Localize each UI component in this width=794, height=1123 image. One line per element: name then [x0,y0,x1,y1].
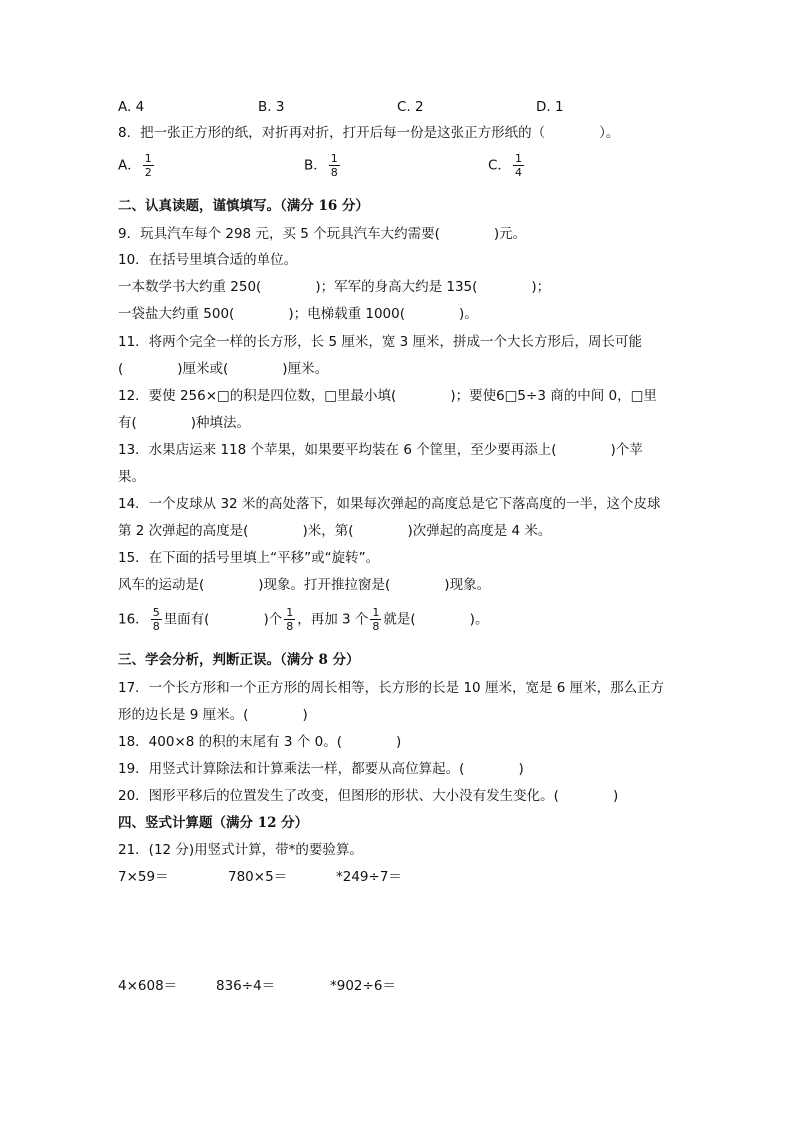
q14-line-2: 第 2 次弹起的高度是( )米，第( )次弹起的高度是 4 米。 [118,523,552,539]
fraction-numerator: 1 [514,152,522,165]
q8-option-c-fraction [513,152,524,179]
q8-option-c-label: C． [488,157,511,174]
q18-text: 18．400×8 的积的末尾有 3 个 0。( ) [118,734,402,750]
q8-option-b-fraction [329,152,340,179]
q19-text: 19．用竖式计算除法和计算乘法一样，都要从高位算起。( ) [118,761,524,777]
q14-line-1: 14．一个皮球从 32 米的高处落下，如果每次弹起的高度总是它下落高度的一半，这个皮球 [118,496,661,512]
q15-line-1: 15．在下面的括号里填上“平移”或“旋转”。 [118,550,380,566]
q12-line-1: 12．要使 256×□的积是四位数，□里最小填( )；要使6□5÷3 商的中间 0，□里 [118,388,657,404]
q15-line-2: 风车的运动是( )现象。打开推拉窗是( )现象。 [118,577,491,593]
q21-stem: 21．(12 分)用竖式计算，带*的要验算。 [118,842,363,858]
q8-option-b-label: B． [304,157,327,174]
q17-line-1: 17．一个长方形和一个正方形的周长相等，长方形的长是 10 厘米，宽是 6 厘米，那么正方 [118,680,665,696]
q16-fraction-2 [284,606,295,633]
fraction-denominator: 8 [286,620,294,633]
section-2-heading: 二、认真读题，谨慎填写。（满分 16 分） [118,198,369,214]
q11-line-2: ( )厘米或( )厘米。 [118,361,329,377]
q10-line-1: 一本数学书大约重 250( )；军军的身高大约是 135( )； [118,279,551,295]
q21-problem-4: 4×608＝ [118,978,178,994]
q8-option-b [304,152,342,179]
q13-line-1: 13．水果店运来 118 个苹果，如果要平均装在 6 个筐里，至少要再添上( )个苹 [118,442,643,458]
q10-line-2: 一袋盐大约重 500( )；电梯载重 1000( )。 [118,306,478,322]
q16-text-3: 就是( )。 [383,611,489,628]
q13-line-2: 果。 [118,469,145,485]
q8-option-c [488,152,526,179]
fraction-numerator: 1 [372,606,380,619]
fraction-numerator: 1 [330,152,338,165]
q16-line [118,606,488,633]
q16-prefix: 16． [118,611,149,628]
q21-problem-1: 7×59＝ [118,869,169,885]
q21-problem-5: 836÷4＝ [216,978,276,994]
q7-option-a: A. 4 [118,99,145,115]
q16-text-2: ，再加 3 个 [297,611,369,628]
q8-text: 8．把一张正方形的纸，对折再对折，打开后每一份是这张正方形纸的（ ）。 [118,125,620,141]
q16-fraction-3 [370,606,381,633]
q11-line-1: 11．将两个完全一样的长方形，长 5 厘米，宽 3 厘米，拼成一个大长方形后，周长可能 [118,334,643,350]
q20-text: 20．图形平移后的位置发生了改变，但图形的形状、大小没有发生变化。( ) [118,788,619,804]
q8-option-a [118,152,156,179]
q21-problem-3: *249÷7＝ [336,869,402,885]
q7-option-d: D. 1 [536,99,564,115]
fraction-numerator: 5 [152,606,160,619]
fraction-denominator: 8 [372,620,380,633]
section-3-heading: 三、学会分析，判断正误。（满分 8 分） [118,652,360,668]
fraction-denominator: 8 [330,166,338,179]
q7-option-b: B. 3 [258,99,285,115]
q12-line-2: 有( )种填法。 [118,415,251,431]
q7-option-c: C. 2 [397,99,424,115]
section-4-heading: 四、竖式计算题（满分 12 分） [118,815,309,831]
fraction-denominator: 2 [144,166,152,179]
fraction-denominator: 8 [152,620,160,633]
q17-line-2: 形的边长是 9 厘米。( ) [118,707,308,723]
q16-text-1: 里面有( )个 [163,611,283,628]
q21-problem-6: *902÷6＝ [330,978,396,994]
q8-option-a-fraction [143,152,154,179]
fraction-numerator: 1 [286,606,294,619]
q21-problem-2: 780×5＝ [228,869,288,885]
q16-fraction-1 [151,606,162,633]
q10-stem: 10．在括号里填合适的单位。 [118,252,298,268]
q8-option-a-label: A． [118,157,141,174]
q9-text: 9．玩具汽车每个 298 元，买 5 个玩具汽车大约需要( )元。 [118,226,527,242]
fraction-numerator: 1 [144,152,152,165]
fraction-denominator: 4 [514,166,522,179]
